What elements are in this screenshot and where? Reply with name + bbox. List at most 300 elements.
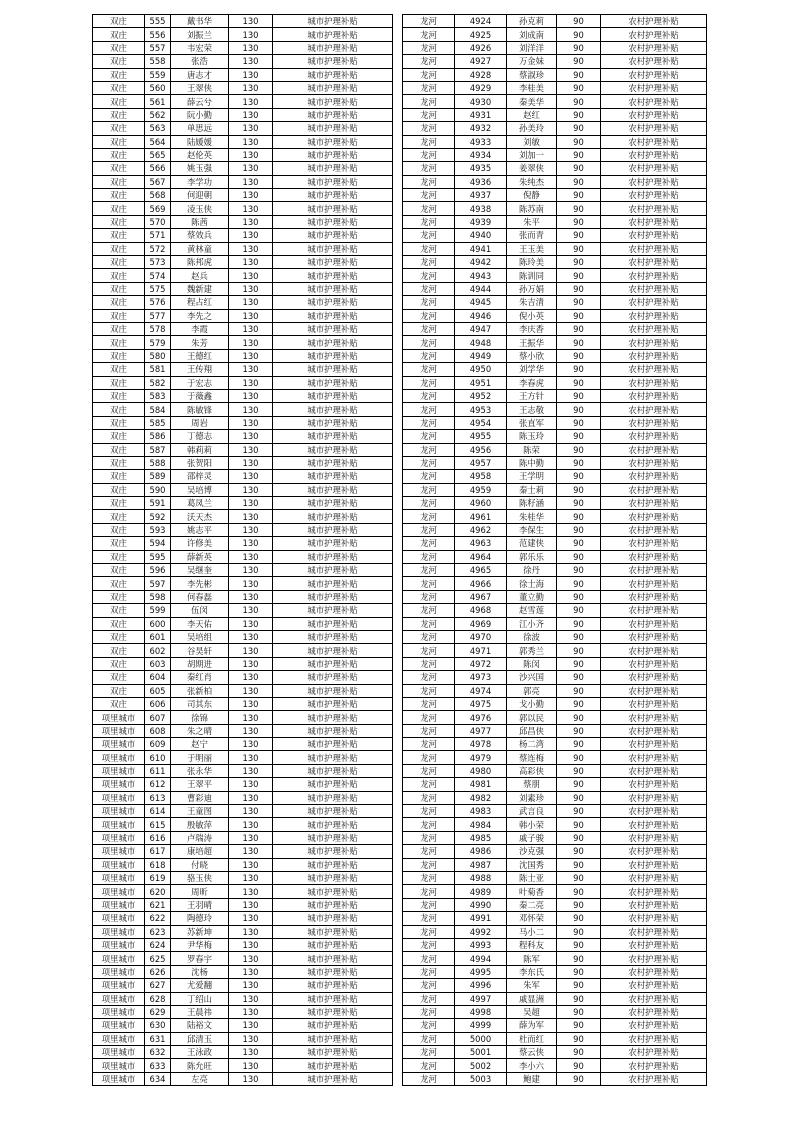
area-cell: 龙河 [403,564,455,577]
serial-number-cell: 4950 [455,363,507,376]
subsidy-type-cell: 城市护理补贴 [273,858,393,871]
person-name-cell: 徐波 [507,630,557,643]
serial-number-cell: 4958 [455,470,507,483]
table-row [93,456,393,469]
area-cell: 龙河 [403,925,455,938]
subsidy-type-cell: 农村护理补贴 [601,256,707,269]
subsidy-type-cell: 农村护理补贴 [601,577,707,590]
subsidy-type-cell: 城市护理补贴 [273,805,393,818]
area-cell: 龙河 [403,108,455,121]
person-name-cell: 黄林童 [171,242,229,255]
allowance-amount-cell: 130 [229,470,273,483]
table-row [403,363,707,376]
allowance-amount-cell: 90 [557,938,601,951]
serial-number-cell: 4969 [455,617,507,630]
subsidy-type-cell: 农村护理补贴 [601,81,707,94]
allowance-amount-cell: 130 [229,68,273,81]
subsidy-type-cell: 城市护理补贴 [273,336,393,349]
table-row [93,1072,393,1085]
allowance-amount-cell: 90 [557,122,601,135]
person-name-cell: 薛云兮 [171,95,229,108]
person-name-cell: 徐锦 [171,711,229,724]
subsidy-type-cell: 农村护理补贴 [601,1032,707,1045]
serial-number-cell: 4998 [455,1005,507,1018]
serial-number-cell: 612 [145,778,171,791]
person-name-cell: 孙万娟 [507,282,557,295]
allowance-amount-cell: 130 [229,1032,273,1045]
area-cell: 项里城市 [93,831,145,844]
area-cell: 龙河 [403,711,455,724]
person-name-cell: 王翠侠 [171,81,229,94]
serial-number-cell: 4979 [455,751,507,764]
table-row [403,282,707,295]
person-name-cell: 王童图 [171,805,229,818]
serial-number-cell: 628 [145,992,171,1005]
area-cell: 项里城市 [93,738,145,751]
area-cell: 龙河 [403,403,455,416]
subsidy-type-cell: 城市护理补贴 [273,28,393,41]
person-name-cell: 刘成南 [507,28,557,41]
allowance-amount-cell: 90 [557,724,601,737]
person-name-cell: 沈国秀 [507,858,557,871]
allowance-amount-cell: 130 [229,41,273,54]
subsidy-type-cell: 农村护理补贴 [601,925,707,938]
allowance-amount-cell: 130 [229,135,273,148]
allowance-amount-cell: 130 [229,778,273,791]
person-name-cell: 左亮 [171,1072,229,1085]
person-name-cell: 姚玉强 [171,162,229,175]
allowance-amount-cell: 130 [229,162,273,175]
area-cell: 双庄 [93,202,145,215]
person-name-cell: 韩莉莉 [171,443,229,456]
allowance-amount-cell: 130 [229,1072,273,1085]
subsidy-type-cell: 城市护理补贴 [273,979,393,992]
area-cell: 龙河 [403,282,455,295]
allowance-amount-cell: 90 [557,242,601,255]
subsidy-type-cell: 城市护理补贴 [273,376,393,389]
subsidy-type-cell: 城市护理补贴 [273,349,393,362]
person-name-cell: 沈杨 [171,965,229,978]
allowance-amount-cell: 130 [229,28,273,41]
area-cell: 项里城市 [93,965,145,978]
allowance-amount-cell: 90 [557,443,601,456]
person-name-cell: 阮小勤 [171,108,229,121]
table-row [93,443,393,456]
allowance-amount-cell: 90 [557,1005,601,1018]
serial-number-cell: 616 [145,831,171,844]
table-row [403,309,707,322]
table-row [403,68,707,81]
allowance-amount-cell: 90 [557,135,601,148]
area-cell: 龙河 [403,322,455,335]
allowance-amount-cell: 90 [557,523,601,536]
person-name-cell: 付晓 [171,858,229,871]
subsidy-type-cell: 农村护理补贴 [601,630,707,643]
area-cell: 龙河 [403,778,455,791]
area-cell: 龙河 [403,1046,455,1059]
serial-number-cell: 590 [145,483,171,496]
area-cell: 龙河 [403,872,455,885]
area-cell: 双庄 [93,229,145,242]
allowance-amount-cell: 130 [229,644,273,657]
person-name-cell: 丁德志 [171,430,229,443]
allowance-amount-cell: 130 [229,122,273,135]
table-row [93,965,393,978]
serial-number-cell: 611 [145,764,171,777]
serial-number-cell: 627 [145,979,171,992]
person-name-cell: 李先之 [171,309,229,322]
subsidy-type-cell: 农村护理补贴 [601,657,707,670]
subsidy-type-cell: 城市护理补贴 [273,242,393,255]
table-row [403,818,707,831]
serial-number-cell: 4965 [455,564,507,577]
allowance-amount-cell: 90 [557,805,601,818]
subsidy-type-cell: 城市护理补贴 [273,590,393,603]
table-row [403,724,707,737]
subsidy-type-cell: 城市护理补贴 [273,764,393,777]
allowance-amount-cell: 130 [229,979,273,992]
allowance-amount-cell: 130 [229,256,273,269]
person-name-cell: 董立勤 [507,590,557,603]
serial-number-cell: 4981 [455,778,507,791]
table-row [93,242,393,255]
serial-number-cell: 4988 [455,872,507,885]
table-row [403,376,707,389]
table-row [403,1046,707,1059]
serial-number-cell: 573 [145,256,171,269]
subsidy-type-cell: 农村护理补贴 [601,403,707,416]
subsidy-type-cell: 城市护理补贴 [273,791,393,804]
person-name-cell: 王羽晴 [171,898,229,911]
allowance-amount-cell: 130 [229,738,273,751]
allowance-amount-cell: 90 [557,992,601,1005]
area-cell: 龙河 [403,81,455,94]
allowance-amount-cell: 130 [229,81,273,94]
area-cell: 双庄 [93,456,145,469]
area-cell: 龙河 [403,858,455,871]
subsidy-type-cell: 城市护理补贴 [273,831,393,844]
serial-number-cell: 626 [145,965,171,978]
allowance-amount-cell: 130 [229,858,273,871]
person-name-cell: 王传翔 [171,363,229,376]
serial-number-cell: 564 [145,135,171,148]
area-cell: 双庄 [93,684,145,697]
person-name-cell: 秦红肖 [171,671,229,684]
serial-number-cell: 603 [145,657,171,670]
person-name-cell: 江小齐 [507,617,557,630]
area-cell: 龙河 [403,349,455,362]
serial-number-cell: 4942 [455,256,507,269]
subsidy-type-cell: 农村护理补贴 [601,15,707,28]
allowance-amount-cell: 130 [229,389,273,402]
area-cell: 龙河 [403,738,455,751]
table-row [403,1059,707,1072]
table-row [403,952,707,965]
allowance-amount-cell: 90 [557,550,601,563]
serial-number-cell: 4970 [455,630,507,643]
serial-number-cell: 4980 [455,764,507,777]
allowance-amount-cell: 130 [229,229,273,242]
serial-number-cell: 568 [145,189,171,202]
area-cell: 龙河 [403,992,455,1005]
allowance-amount-cell: 130 [229,791,273,804]
subsidy-type-cell: 城市护理补贴 [273,1059,393,1072]
serial-number-cell: 4961 [455,510,507,523]
table-row [93,671,393,684]
person-name-cell: 骆玉侠 [171,872,229,885]
serial-number-cell: 4940 [455,229,507,242]
table-row [93,845,393,858]
table-row [403,885,707,898]
subsidy-type-cell: 农村护理补贴 [601,564,707,577]
serial-number-cell: 589 [145,470,171,483]
person-name-cell: 葛凤兰 [171,497,229,510]
table-row [93,162,393,175]
area-cell: 项里城市 [93,1072,145,1085]
serial-number-cell: 578 [145,322,171,335]
serial-number-cell: 4952 [455,389,507,402]
area-cell: 龙河 [403,912,455,925]
table-row [93,885,393,898]
subsidy-type-cell: 城市护理补贴 [273,724,393,737]
person-name-cell: 卢瑞涛 [171,831,229,844]
allowance-amount-cell: 90 [557,590,601,603]
allowance-amount-cell: 90 [557,577,601,590]
person-name-cell: 陈苏南 [507,202,557,215]
area-cell: 双庄 [93,389,145,402]
allowance-amount-cell: 130 [229,376,273,389]
person-name-cell: 陆裕文 [171,1019,229,1032]
allowance-amount-cell: 90 [557,68,601,81]
subsidy-type-cell: 农村护理补贴 [601,28,707,41]
area-cell: 龙河 [403,202,455,215]
subsidy-type-cell: 农村护理补贴 [601,1072,707,1085]
allowance-amount-cell: 130 [229,711,273,724]
area-cell: 双庄 [93,483,145,496]
serial-number-cell: 4939 [455,215,507,228]
person-name-cell: 陈军 [507,952,557,965]
serial-number-cell: 567 [145,175,171,188]
person-name-cell: 张直军 [507,416,557,429]
allowance-amount-cell: 90 [557,95,601,108]
serial-number-cell: 4937 [455,189,507,202]
subsidy-type-cell: 农村护理补贴 [601,1059,707,1072]
subsidy-type-cell: 农村护理补贴 [601,162,707,175]
person-name-cell: 倪静 [507,189,557,202]
person-name-cell: 戚显洲 [507,992,557,1005]
area-cell: 龙河 [403,256,455,269]
serial-number-cell: 4954 [455,416,507,429]
allowance-amount-cell: 90 [557,657,601,670]
person-name-cell: 陈邦虎 [171,256,229,269]
table-row [93,831,393,844]
area-cell: 龙河 [403,416,455,429]
serial-number-cell: 561 [145,95,171,108]
serial-number-cell: 5003 [455,1072,507,1085]
allowance-amount-cell: 90 [557,778,601,791]
subsidy-type-cell: 农村护理补贴 [601,510,707,523]
allowance-amount-cell: 130 [229,952,273,965]
subsidy-type-cell: 城市护理补贴 [273,711,393,724]
person-name-cell: 王泳政 [171,1046,229,1059]
area-cell: 双庄 [93,443,145,456]
person-name-cell: 吴培组 [171,630,229,643]
person-name-cell: 康培超 [171,845,229,858]
subsidy-type-cell: 农村护理补贴 [601,135,707,148]
table-row [93,122,393,135]
subsidy-type-cell: 城市护理补贴 [273,912,393,925]
subsidy-type-cell: 城市护理补贴 [273,872,393,885]
allowance-amount-cell: 90 [557,148,601,161]
serial-number-cell: 598 [145,590,171,603]
table-row [403,443,707,456]
serial-number-cell: 571 [145,229,171,242]
allowance-amount-cell: 90 [557,403,601,416]
area-cell: 双庄 [93,55,145,68]
subsidy-type-cell: 城市护理补贴 [273,1005,393,1018]
area-cell: 双庄 [93,296,145,309]
allowance-amount-cell: 90 [557,898,601,911]
allowance-amount-cell: 130 [229,175,273,188]
table-row [403,590,707,603]
area-cell: 龙河 [403,1005,455,1018]
table-row [93,805,393,818]
subsidy-type-cell: 城市护理补贴 [273,537,393,550]
subsidy-type-cell: 农村护理补贴 [601,122,707,135]
area-cell: 龙河 [403,296,455,309]
area-cell: 双庄 [93,122,145,135]
serial-number-cell: 619 [145,872,171,885]
subsidy-type-cell: 农村护理补贴 [601,202,707,215]
table-row [93,1046,393,1059]
allowance-amount-cell: 90 [557,684,601,697]
subsidy-type-cell: 农村护理补贴 [601,711,707,724]
allowance-amount-cell: 90 [557,979,601,992]
table-row [93,604,393,617]
table-row [93,376,393,389]
subsidy-type-cell: 城市护理补贴 [273,269,393,282]
person-name-cell: 程占红 [171,296,229,309]
area-cell: 双庄 [93,349,145,362]
allowance-amount-cell: 130 [229,751,273,764]
allowance-amount-cell: 130 [229,818,273,831]
subsidy-type-cell: 城市护理补贴 [273,1046,393,1059]
subsidy-type-cell: 城市护理补贴 [273,938,393,951]
allowance-amount-cell: 130 [229,309,273,322]
person-name-cell: 范建侠 [507,537,557,550]
serial-number-cell: 4993 [455,938,507,951]
person-name-cell: 郭以民 [507,711,557,724]
allowance-amount-cell: 130 [229,590,273,603]
serial-number-cell: 4966 [455,577,507,590]
area-cell: 龙河 [403,95,455,108]
table-row [93,764,393,777]
serial-number-cell: 565 [145,148,171,161]
serial-number-cell: 624 [145,938,171,951]
serial-number-cell: 560 [145,81,171,94]
person-name-cell: 刘洋洋 [507,41,557,54]
serial-number-cell: 4973 [455,671,507,684]
allowance-amount-cell: 130 [229,296,273,309]
area-cell: 龙河 [403,363,455,376]
person-name-cell: 张浩 [171,55,229,68]
serial-number-cell: 634 [145,1072,171,1085]
allowance-amount-cell: 130 [229,523,273,536]
person-name-cell: 马小二 [507,925,557,938]
table-row [403,1032,707,1045]
table-row [93,483,393,496]
subsidy-type-cell: 城市护理补贴 [273,644,393,657]
serial-number-cell: 557 [145,41,171,54]
subsidy-type-cell: 城市护理补贴 [273,162,393,175]
allowance-amount-cell: 90 [557,108,601,121]
serial-number-cell: 583 [145,389,171,402]
area-cell: 龙河 [403,229,455,242]
subsidy-type-cell: 城市护理补贴 [273,497,393,510]
table-row [403,55,707,68]
table-row [93,296,393,309]
subsidy-type-cell: 农村护理补贴 [601,108,707,121]
person-name-cell: 陈玉玲 [507,430,557,443]
allowance-amount-cell: 90 [557,738,601,751]
person-name-cell: 郭亮 [507,684,557,697]
serial-number-cell: 617 [145,845,171,858]
person-name-cell: 王振华 [507,336,557,349]
subsidy-type-cell: 农村护理补贴 [601,697,707,710]
person-name-cell: 陈茜 [171,215,229,228]
table-row [93,202,393,215]
person-name-cell: 于薇鑫 [171,389,229,402]
allowance-amount-cell: 130 [229,336,273,349]
subsidy-type-cell: 城市护理补贴 [273,483,393,496]
serial-number-cell: 584 [145,403,171,416]
person-name-cell: 朱平 [507,215,557,228]
area-cell: 龙河 [403,724,455,737]
subsidy-type-cell: 农村护理补贴 [601,965,707,978]
area-cell: 龙河 [403,269,455,282]
table-row [403,389,707,402]
serial-number-cell: 5001 [455,1046,507,1059]
serial-number-cell: 579 [145,336,171,349]
subsidy-type-cell: 城市护理补贴 [273,898,393,911]
table-row [93,912,393,925]
table-row [403,189,707,202]
area-cell: 龙河 [403,697,455,710]
area-cell: 项里城市 [93,764,145,777]
area-cell: 双庄 [93,564,145,577]
subsidy-type-cell: 城市护理补贴 [273,456,393,469]
serial-number-cell: 4941 [455,242,507,255]
allowance-amount-cell: 90 [557,269,601,282]
allowance-amount-cell: 130 [229,872,273,885]
table-row [93,430,393,443]
allowance-amount-cell: 130 [229,202,273,215]
area-cell: 双庄 [93,41,145,54]
serial-number-cell: 631 [145,1032,171,1045]
area-cell: 龙河 [403,1032,455,1045]
area-cell: 龙河 [403,671,455,684]
subsidy-type-cell: 农村护理补贴 [601,483,707,496]
allowance-amount-cell: 90 [557,389,601,402]
allowance-amount-cell: 90 [557,349,601,362]
subsidy-type-cell: 城市护理补贴 [273,684,393,697]
subsidy-type-cell: 城市护理补贴 [273,403,393,416]
table-row [93,336,393,349]
table-row [93,497,393,510]
allowance-amount-cell: 90 [557,751,601,764]
subsidy-type-cell: 农村护理补贴 [601,242,707,255]
area-cell: 双庄 [93,135,145,148]
